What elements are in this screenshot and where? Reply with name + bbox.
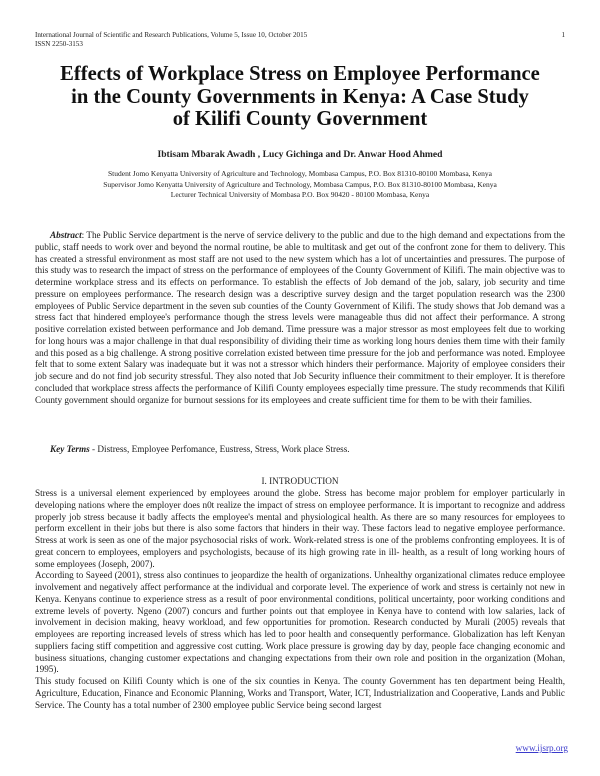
author-list: Ibtisam Mbarak Awadh , Lucy Gichinga and Dr. Anwar Hood Ahmed	[157, 149, 443, 160]
key-terms-separator: -	[89, 444, 98, 454]
page-number: 1	[561, 31, 565, 39]
paragraph: This study focused on Kilifi County which is one of the six counties in Kenya. The county Government has ten department being Health, Agriculture, Education, Finance and Economic Planning, Works and Transport, Water, ICT, Industrialization and Cooperative, Lands and Public Service. The County has a total number of 2300 employee public Service being second largest	[35, 676, 565, 710]
abstract-separator: :	[81, 230, 87, 240]
affiliation-line: Supervisor Jomo Kenyatta University of Agriculture and Technology, Mombasa Campus, P.O. Box 81310-80100 Mombasa, Kenya	[103, 179, 497, 189]
introduction-body	[35, 488, 565, 711]
paper-title	[20, 63, 580, 131]
title-line: Effects of Workplace Stress on Employee Performance	[60, 63, 540, 85]
abstract	[35, 230, 565, 406]
affiliations	[20, 169, 580, 201]
affiliation-line: Lecturer Technical University of Mombasa P.O. Box 90420 - 80100 Mombasa, Kenya	[170, 190, 430, 200]
title-line: in the County Governments in Kenya: A Case Study	[71, 85, 529, 108]
key-terms-text: Distress, Employee Perfomance, Eustress, Stress, Work place Stress.	[97, 444, 350, 454]
key-terms-label: Key Terms	[50, 444, 90, 454]
section-heading-introduction: I. INTRODUCTION	[261, 476, 339, 486]
journal-website-link[interactable]: www.ijsrp.org	[515, 743, 568, 753]
journal-citation: International Journal of Scientific and Research Publications, Volume 5, Issue 10, October 2015	[35, 31, 308, 39]
affiliation-line: Student Jomo Kenyatta University of Agriculture and Technology, Mombasa Campus, P.O. Box 81310-80100 Mombasa, Kenya	[107, 169, 492, 178]
abstract-text: The Public Service department is the nerve of service delivery to the public and due to the high demand and expectations from the public, staff needs to work over and beyond the normal routine, be able to multitask and get out of the confront zone for them to delivery. This has created a stressful environment as most staff are not used to the new system which has a lot of uncertainties and pressures. The purpose of this study was to research the impact of stress on the performance of employees of the County Government of Kilifi. The main objective was to determine workplace stress and its effects on performance. To establish the effects of Job demand of the job, salary, job security and time pressure on employees performance. The research design was a descriptive survey design and the target population research was the 2300 employees of Public Service department in the seven sub counties of the County Government of Kilifi. The study shows that Job demand was a stress fact that hindered employee's performance though the stress levels were manageable thus did not affect their performance. A strong positive correlation existed between performance and Job demand. Time pressure was a major stressor as most employees felt due to working for long hours was a major challenge in that dual responsibility of dividing their time as working long hours denies them time with their family and this posed as a big challenge. A strong positive correlation existed between time pressure for the job and performance was noted. Employee felt that to some extent Salary was inadequate but it was not a stressor which hinders their performance. Majority of employee considers their job secure and do not find job security stressful. They also noted that Job Security influence their commitment to their employer. It is therefore concluded that workplace stress affects the performance of Kilifi County employees especially time pressure. The study recommends that Kilifi County government should organize for burnout sessions for its employees and create sufficient time for them to be with their families.	[35, 230, 565, 405]
paragraph: Stress is a universal element experienced by employees around the globe. Stress has become major problem for employer particularly in developing nations where the employer does n0t realize the impact of stress on employee performance. It is important to recognize and address properly job stress because it badly affects the employee's mental and physiological health. As there are so many resources for employees to perform excellent in their jobs but there is also some factors that hinders in their way. These factors lead to negative employee performance. Stress at work is seen as one of the major psychosocial risks of work. Work-related stress is one of the problems confronting employees. It is of great concern to employees, employers and psychologists, because of its high growing rate in ill- health, as a result of long working hours of some employees (Joseph, 2007).	[35, 488, 565, 569]
title-line: of Kilifi County Government	[172, 108, 428, 131]
abstract-label: Abstract	[50, 230, 82, 240]
issn: ISSN 2250-3153	[35, 40, 83, 48]
paragraph: According to Sayeed (2001), stress also continues to jeopardize the health of organizations. Unhealthy organizational climates reduce employee involvement and negatively affect performance at the individual and corporate level. The experience of work and stress is certainly not new in Kenya. Kenyans continue to experience stress as a result of poor environmental conditions, political uncertainty, poor working conditions and extreme levels of poverty. Ngeno (2007) concurs and further points out that employee in Kenya have to contend with low salaries, lack of involvement in decision making, heavy workload, and few opportunities for promotion. Research conducted by Murali (2005) reveals that employees are reporting increased levels of stress which has led to poor health and consequently performance. Globalization has left Kenyan suppliers facing stiff competition and aggressive cost cutting. Work place pressure is growing day by day, people face changing economic and business situations, changing customer expectations and changing expectations from their own role and position in the organization (Mohan, 1995).	[35, 570, 565, 675]
key-terms	[50, 444, 565, 456]
running-header	[35, 31, 565, 49]
